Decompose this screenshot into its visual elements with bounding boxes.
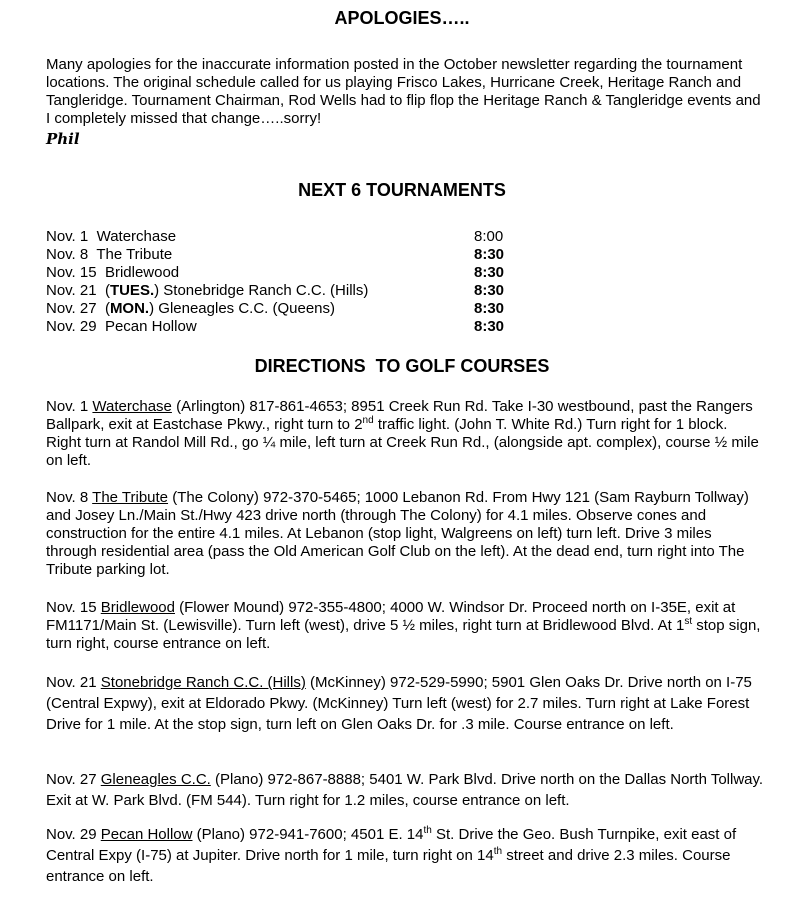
directions-heading: DIRECTIONS TO GOLF COURSES (254, 356, 550, 376)
direction-text: St. Drive the Geo. Bush Turnpike, exit east of Central Expy (I-75) at Jupiter. Drive north for 1 mile, turn right on 14 (46, 826, 737, 864)
ordinal-suffix: th (423, 825, 432, 836)
schedule-date: Nov. 1 (46, 228, 89, 245)
schedule-day-tag: TUES. (109, 282, 155, 299)
direction-text: street and drive 2.3 miles. Course entrance on left. (46, 847, 731, 885)
ordinal-suffix: st (684, 616, 693, 627)
tournament-schedule (46, 228, 566, 336)
schedule-course: Waterchase (96, 228, 177, 245)
direction-text: (Flower Mound) 972-355-4800; 4000 W. Windsor Dr. Proceed north on I-35E, exit at FM1171/Main St. (Lewisville). Turn left (west), drive 5 ½ miles, right turn at Bridlewood Blvd. At 1 (46, 599, 736, 634)
direction-course: Stonebridge Ranch C.C. (Hills) (100, 674, 306, 691)
schedule-time: 8:30 (474, 282, 505, 299)
apologies-heading: APOLOGIES….. (334, 8, 470, 28)
schedule-time: 8:30 (474, 264, 505, 281)
direction-date: Nov. 27 (46, 771, 97, 788)
direction-course: Gleneagles C.C. (100, 771, 211, 788)
direction-text: (Arlington) 817-861-4653; 8951 Creek Run Rd. Take I-30 westbound, past the Rangers Ballpark, exit at Eastchase Pkwy., right turn to 2 (46, 398, 753, 433)
schedule-row (46, 318, 566, 336)
schedule-time: 8:00 (474, 228, 504, 245)
schedule-paren-open: ( (104, 282, 110, 299)
direction-date: Nov. 15 (46, 599, 97, 616)
schedule-time: 8:30 (474, 318, 505, 335)
schedule-course: Pecan Hollow (104, 318, 197, 335)
direction-course: Waterchase (92, 398, 172, 415)
direction-course: The Tribute (92, 489, 169, 506)
schedule-course: Bridlewood (104, 264, 180, 281)
schedule-day-tag: MON. (109, 300, 150, 317)
apologies-text: Many apologies for the inaccurate information posted in the October newsletter regarding the tournament locations. The original schedule called for us playing Frisco Lakes, Hurricane Creek, Heritage Ranch and Tangleridge. Tournament Chairman, Rod Wells had to flip flop the Heritage Ranch & Tangleridge events and I completely missed that change…..sorry! (46, 56, 761, 127)
schedule-date: Nov. 27 (46, 300, 97, 317)
schedule-course: ) Gleneagles C.C. (Queens) (149, 300, 336, 317)
direction-text: traffic light. (John T. White Rd.) Turn right for 1 block. Right turn at Randol Mill Rd., go ¼ mile, left turn at Creek Run Rd., (alongside apt. complex), course ½ mile on left. (46, 416, 759, 469)
direction-text: (Plano) 972-867-8888; 5401 W. Park Blvd. Drive north on the Dallas North Tollway. Exit at W. Park Blvd. (FM 544). Turn right for 1.2 miles, course entrance on left. (46, 771, 764, 809)
schedule-row (46, 300, 566, 318)
direction-text: (Plano) 972-941-7600; 4501 E. 14 (192, 826, 424, 843)
schedule-paren-open: ( (104, 300, 110, 317)
direction-item (46, 489, 766, 579)
direction-course: Bridlewood (100, 599, 175, 616)
schedule-row (46, 246, 566, 264)
schedule-date: Nov. 29 (46, 318, 97, 335)
direction-text: (The Colony) 972-370-5465; 1000 Lebanon Rd. From Hwy 121 (Sam Rayburn Tollway) and Josey Ln./Main St./Hwy 423 drive north (through The Colony) for 4.1 miles. Observe cones and construction for the entire 4.1 miles. At Lebanon (stop light, Walgreens on left) turn left. Drive 3 miles through residential area (pass the Old American Golf Club on the left). At the dead end, turn right into The Tribute parking lot. (46, 489, 749, 578)
direction-date: Nov. 1 (46, 398, 89, 415)
direction-text: (McKinney) 972-529-5990; 5901 Glen Oaks Dr. Drive north on I-75 (Central Expwy), exit at Eldorado Pkwy. (McKinney) Turn left (west) for 2.7 miles. Turn right at Lake Forest Drive for 1 mile. At the stop sign, turn left on Glen Oaks Dr. for .3 mile. Course entrance on left. (46, 674, 752, 733)
direction-date: Nov. 8 (46, 489, 89, 506)
direction-course: Pecan Hollow (100, 826, 193, 843)
signature: Phil (46, 130, 80, 148)
ordinal-suffix: nd (362, 415, 374, 426)
ordinal-suffix: th (493, 846, 503, 857)
direction-item (46, 398, 766, 470)
schedule-course: The Tribute (96, 246, 173, 263)
direction-item (46, 672, 766, 735)
direction-text: stop sign, turn right, course entrance on left. (46, 617, 761, 652)
schedule-course: ) Stonebridge Ranch C.C. (Hills) (154, 282, 369, 299)
direction-item (46, 599, 766, 653)
apologies-paragraph (46, 56, 766, 128)
schedule-date: Nov. 8 (46, 246, 89, 263)
direction-date: Nov. 29 (46, 826, 97, 843)
tournaments-heading: NEXT 6 TOURNAMENTS (298, 180, 506, 200)
schedule-row (46, 282, 566, 300)
schedule-row (46, 228, 566, 246)
direction-item (46, 824, 766, 887)
schedule-date: Nov. 15 (46, 264, 97, 281)
direction-item (46, 769, 766, 811)
schedule-time: 8:30 (474, 246, 505, 263)
schedule-date: Nov. 21 (46, 282, 97, 299)
schedule-row (46, 264, 566, 282)
direction-date: Nov. 21 (46, 674, 97, 691)
schedule-time: 8:30 (474, 300, 505, 317)
